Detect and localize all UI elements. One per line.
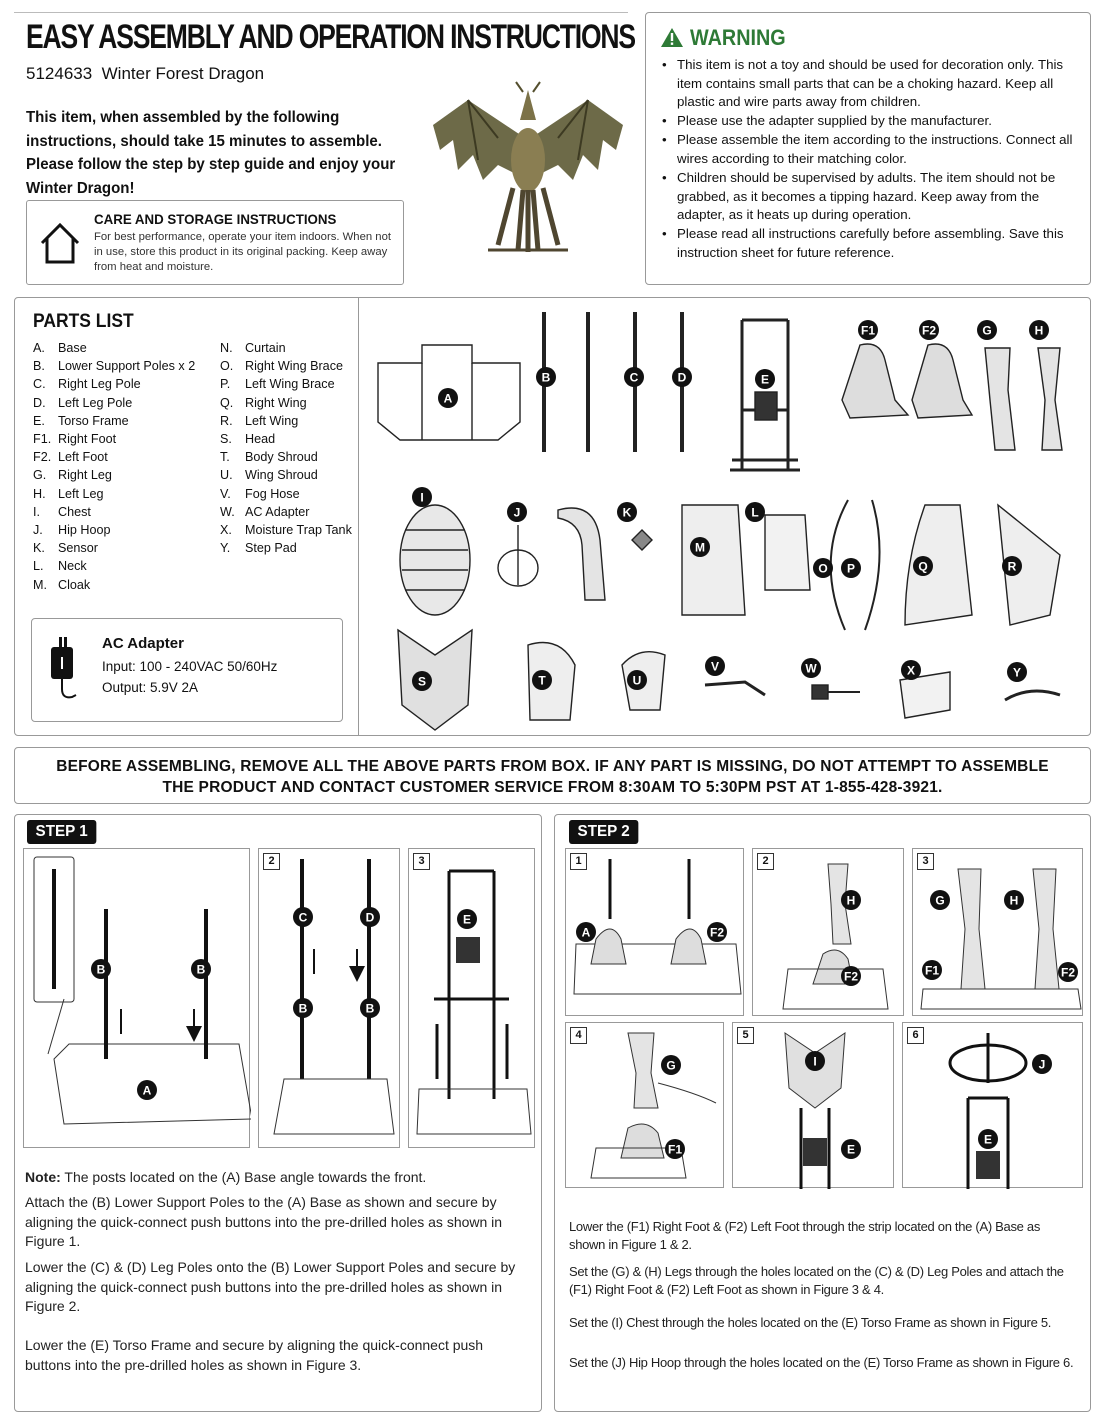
parts-panel [14, 297, 1091, 736]
part-key: T. [220, 450, 230, 465]
adapter-box [31, 618, 343, 722]
svg-text:F1: F1 [860, 323, 876, 338]
part-label-i [805, 1051, 825, 1071]
part-label-y [1007, 662, 1027, 682]
part-name: Curtain [245, 341, 286, 355]
svg-text:G: G [666, 1058, 676, 1073]
svg-text:B: B [196, 962, 206, 977]
part-label-b [360, 998, 380, 1018]
part-label-g [661, 1055, 681, 1075]
parts-list-item [33, 339, 195, 357]
svg-text:J: J [1038, 1057, 1046, 1072]
parts-list-item [33, 394, 195, 412]
part-name: Chest [58, 504, 91, 519]
svg-text:E: E [846, 1142, 856, 1157]
part-label-r [1002, 556, 1022, 576]
part-key: E. [33, 413, 45, 428]
notice-line1: BEFORE ASSEMBLING, REMOVE ALL THE ABOVE PARTS FROM BOX. IF ANY PART IS MISSING, DO NOT ATTEMPT TO ASSEMBLE [56, 758, 1049, 775]
svg-text:B: B [298, 1001, 308, 1016]
warning-item: • Please assemble the item according to the instructions. Connect all wires according to their matching color. [660, 131, 1085, 168]
warning-title: WARNING [690, 25, 786, 50]
parts-list-item [220, 448, 352, 466]
parts-list-item [33, 466, 195, 484]
svg-text:M: M [695, 540, 705, 555]
part-key: V. [220, 486, 231, 501]
part-name: Left Leg [58, 486, 104, 501]
parts-list-item [220, 339, 352, 357]
step1-badge: STEP 1 [27, 820, 96, 844]
part-key: P. [220, 377, 231, 392]
svg-text:F2: F2 [921, 323, 937, 338]
care-text: For best performance, operate your item indoors. When not in use, store this product in its original packing. Keep away from heat and moisture. [94, 231, 392, 273]
part-label-j [507, 502, 527, 522]
adapter-input: Input: 100 - 240VAC 50/60Hz [102, 659, 278, 674]
svg-text:H: H [1034, 323, 1044, 338]
svg-text:S: S [417, 674, 427, 689]
parts-list-item [220, 430, 352, 448]
part-name: Right Foot [58, 432, 117, 447]
parts-list-item [220, 375, 352, 393]
svg-text:O: O [818, 561, 828, 576]
step2-paragraph-2: Set the (G) & (H) Legs through the holes located on the (C) & (D) Leg Poles and attach the (F1) Right Foot & (F2) Left Foot as shown in Figure 3 & 4. [569, 1264, 1064, 1297]
parts-list-item [220, 466, 352, 484]
svg-text:F2: F2 [1060, 965, 1076, 980]
svg-text:B: B [365, 1001, 375, 1016]
parts-list-item [220, 503, 352, 521]
parts-list-item [220, 412, 352, 430]
part-key: J. [33, 523, 43, 538]
part-label-b [191, 959, 211, 979]
dragon-image [428, 80, 628, 260]
parts-list-item [33, 357, 195, 375]
part-label-g [930, 890, 950, 910]
step2-badge: STEP 2 [569, 820, 638, 844]
part-label-o [813, 558, 833, 578]
step2-paragraph-1: Lower the (F1) Right Foot & (F2) Left Foot through the strip located on the (A) Base as shown in Figure 1 & 2. [569, 1219, 1041, 1252]
svg-text:W: W [805, 661, 817, 676]
adapter-icon [46, 633, 80, 707]
part-label-c [293, 907, 313, 927]
parts-list-item [220, 521, 352, 539]
svg-text:X: X [906, 663, 916, 678]
part-key: D. [33, 395, 46, 410]
part-key: R. [220, 413, 233, 428]
top-rule [14, 12, 628, 13]
part-label-f2 [919, 320, 939, 340]
svg-text:T: T [538, 673, 546, 688]
step1-labels [15, 815, 543, 1155]
part-name: Right Wing Brace [245, 359, 343, 374]
step1-paragraph-2: Lower the (C) & (D) Leg Poles onto the (B) Lower Support Poles and secure by aligning the quick-connect push buttons into the pre-drilled holes as shown in Figure 2. [25, 1259, 516, 1314]
parts-list-item [33, 503, 195, 521]
part-label-f1 [858, 320, 878, 340]
part-label-t [532, 670, 552, 690]
part-key: A. [33, 341, 45, 355]
parts-list-item [33, 521, 195, 539]
parts-list-item [220, 394, 352, 412]
notice-line2: THE PRODUCT AND CONTACT CUSTOMER SERVICE FROM 8:30AM TO 5:30PM PST AT 1-855-428-3921. [162, 779, 943, 796]
part-name: Left Wing [245, 413, 299, 428]
svg-text:E: E [462, 912, 472, 927]
svg-text:P: P [846, 561, 856, 576]
part-label-p [841, 558, 861, 578]
part-key: F2. [33, 450, 52, 465]
svg-text:V: V [710, 659, 720, 674]
parts-title: PARTS LIST [33, 311, 134, 332]
note-label: Note: [25, 1169, 61, 1185]
part-label-g [977, 320, 997, 340]
part-key: Y. [220, 541, 231, 556]
parts-list-item [33, 576, 195, 594]
svg-text:G: G [935, 893, 945, 908]
figure-number: 5 [737, 1027, 754, 1044]
svg-text:C: C [629, 370, 639, 385]
parts-list-item [33, 375, 195, 393]
part-label-s [412, 671, 432, 691]
part-key: N. [220, 341, 233, 355]
svg-text:Q: Q [918, 559, 928, 574]
part-label-u [627, 670, 647, 690]
svg-text:C: C [298, 910, 308, 925]
svg-text:F1: F1 [924, 963, 940, 978]
part-label-e [978, 1129, 998, 1149]
part-name: Right Wing [245, 395, 307, 410]
svg-text:D: D [365, 910, 375, 925]
part-label-f2 [841, 966, 861, 986]
parts-divider [358, 298, 359, 735]
part-label-d [672, 367, 692, 387]
svg-text:E: E [983, 1132, 993, 1147]
parts-list-item [33, 557, 195, 575]
figure-number: 4 [570, 1027, 587, 1044]
product-subtitle [26, 64, 264, 84]
part-name: Torso Frame [58, 413, 129, 428]
step1-note [25, 1168, 530, 1188]
part-label-h [1029, 320, 1049, 340]
part-key: K. [33, 541, 45, 556]
svg-text:A: A [443, 391, 453, 406]
part-key: Q. [220, 395, 234, 410]
parts-illustration [360, 300, 1090, 734]
part-label-v [705, 656, 725, 676]
svg-text:I: I [420, 490, 424, 505]
parts-list-item [33, 539, 195, 557]
step2-paragraph-4: Set the (J) Hip Hoop through the holes located on the (E) Torso Frame as shown in Figure 6. [569, 1355, 1074, 1370]
part-key: X. [220, 523, 232, 538]
figure-number: 6 [907, 1027, 924, 1044]
part-label-e [457, 909, 477, 929]
parts-list-item [33, 430, 195, 448]
product-code: 5124633 [26, 64, 93, 83]
part-name: Left Foot [58, 450, 108, 465]
product-name: Winter Forest Dragon [101, 64, 265, 83]
svg-text:D: D [677, 370, 687, 385]
part-label-l [745, 502, 765, 522]
svg-text:R: R [1007, 559, 1017, 574]
parts-list-item [33, 448, 195, 466]
warning-list [660, 56, 1085, 263]
adapter-name: AC Adapter [102, 635, 184, 652]
svg-text:U: U [632, 673, 642, 688]
warning-item: • Please read all instructions carefully before assembling. Save this instruction sheet for future reference. [660, 225, 1085, 262]
figure-number: 3 [413, 853, 430, 870]
part-key: O. [220, 359, 234, 374]
step1-paragraph-1: Attach the (B) Lower Support Poles to the (A) Base as shown and secure by aligning the quick-connect push buttons into the pre-drilled holes as shown in Figure 1. [25, 1194, 503, 1249]
part-label-f2 [1058, 962, 1078, 982]
svg-text:I: I [813, 1054, 817, 1069]
part-label-b [91, 959, 111, 979]
part-label-a [137, 1080, 157, 1100]
part-name: Left Wing Brace [245, 377, 335, 392]
part-name: Moisture Trap Tank [245, 523, 352, 538]
parts-list-item [33, 485, 195, 503]
part-name: Right Leg [58, 468, 112, 483]
part-label-x [901, 660, 921, 680]
care-box [26, 200, 404, 285]
part-label-m [690, 537, 710, 557]
parts-list-item [220, 357, 352, 375]
part-key: G. [33, 468, 47, 483]
part-name: Left Leg Pole [58, 395, 133, 410]
part-label-w [801, 658, 821, 678]
part-label-h [841, 890, 861, 910]
svg-text:H: H [1009, 893, 1019, 908]
svg-text:F1: F1 [667, 1142, 683, 1157]
svg-text:B: B [541, 370, 551, 385]
part-key: S. [220, 432, 232, 447]
part-name: Fog Hose [245, 486, 300, 501]
figure-number: 2 [757, 853, 774, 870]
svg-text:F2: F2 [843, 969, 859, 984]
part-name: Head [245, 432, 276, 447]
part-key: W. [220, 504, 235, 519]
warning-item: • Children should be supervised by adults. The item should not be grabbed, as it becomes a tipping hazard. Keep away from the adapter, as it heats up during operation. [660, 169, 1085, 225]
svg-text:A: A [581, 925, 591, 940]
part-key: L. [33, 559, 44, 574]
step1-panel [14, 814, 542, 1412]
svg-text:H: H [846, 893, 856, 908]
part-label-f1 [922, 960, 942, 980]
adapter-output: Output: 5.9V 2A [102, 680, 199, 695]
intro-text: This item, when assembled by the following instructions, should take 15 minutes to assemble. Please follow the step by step guide and enjoy your Winter Dragon! [26, 109, 396, 197]
part-name: Lower Support Poles x 2 [58, 359, 196, 374]
part-key: M. [33, 577, 47, 592]
part-name: Step Pad [245, 541, 297, 556]
svg-text:Y: Y [1012, 665, 1022, 680]
part-name: Hip Hoop [58, 523, 111, 538]
care-title: CARE AND STORAGE INSTRUCTIONS [94, 211, 337, 227]
part-label-i [412, 487, 432, 507]
part-name: Neck [58, 559, 87, 574]
part-name: Right Leg Pole [58, 377, 141, 392]
page-title: EASY ASSEMBLY AND OPERATION INSTRUCTIONS [26, 18, 635, 56]
part-name: Wing Shroud [245, 468, 318, 483]
step2-paragraph-3: Set the (I) Chest through the holes located on the (E) Torso Frame as shown in Figure 5. [569, 1315, 1052, 1330]
warning-icon [660, 27, 684, 48]
part-label-e [841, 1139, 861, 1159]
part-name: Sensor [58, 541, 98, 556]
svg-text:B: B [96, 962, 106, 977]
part-name: Base [58, 341, 87, 355]
figure-number: 2 [263, 853, 280, 870]
step1-paragraph-3: Lower the (E) Torso Frame and secure by aligning the quick-connect push buttons into the pre-drilled holes as shown in Figure 3. [25, 1337, 484, 1373]
parts-list-col1 [33, 339, 195, 594]
part-label-b [536, 367, 556, 387]
svg-text:L: L [751, 505, 759, 520]
part-label-d [360, 907, 380, 927]
parts-list-item [220, 485, 352, 503]
warning-item: • This item is not a toy and should be used for decoration only. This item contains small parts that can be a choking hazard. Keep all plastic and wire parts away from children. [660, 56, 1085, 112]
part-label-a [576, 922, 596, 942]
part-label-j [1032, 1054, 1052, 1074]
part-key: B. [33, 359, 45, 374]
part-key: F1. [33, 432, 52, 447]
part-label-f2 [707, 922, 727, 942]
part-name: AC Adapter [245, 504, 310, 519]
part-key: U. [220, 468, 233, 483]
part-label-c [624, 367, 644, 387]
part-label-h [1004, 890, 1024, 910]
step2-labels [555, 815, 1092, 1195]
parts-list-item [220, 539, 352, 557]
warning-box [645, 12, 1091, 285]
figure-number: 3 [917, 853, 934, 870]
svg-text:F2: F2 [709, 925, 725, 940]
svg-text:A: A [142, 1083, 152, 1098]
part-key: H. [33, 486, 46, 501]
part-label-k [617, 502, 637, 522]
parts-list-item [33, 412, 195, 430]
notice-box [14, 747, 1091, 804]
house-icon [39, 221, 81, 265]
svg-text:J: J [513, 505, 521, 520]
part-name: Body Shroud [245, 450, 318, 465]
figure-number: 1 [570, 853, 587, 870]
part-label-a [438, 388, 458, 408]
part-label-e [755, 369, 775, 389]
part-label-q [913, 556, 933, 576]
parts-list-col2 [220, 339, 352, 557]
part-key: C. [33, 377, 46, 392]
part-name: Cloak [58, 577, 91, 592]
part-label-f1 [665, 1139, 685, 1159]
part-label-b [293, 998, 313, 1018]
svg-text:K: K [622, 505, 632, 520]
note-text: The posts located on the (A) Base angle towards the front. [60, 1169, 427, 1185]
svg-text:G: G [982, 323, 992, 338]
warning-item: • Please use the adapter supplied by the manufacturer. [660, 112, 1085, 131]
part-key: I. [33, 504, 40, 519]
step2-panel [554, 814, 1091, 1412]
svg-text:E: E [760, 372, 770, 387]
